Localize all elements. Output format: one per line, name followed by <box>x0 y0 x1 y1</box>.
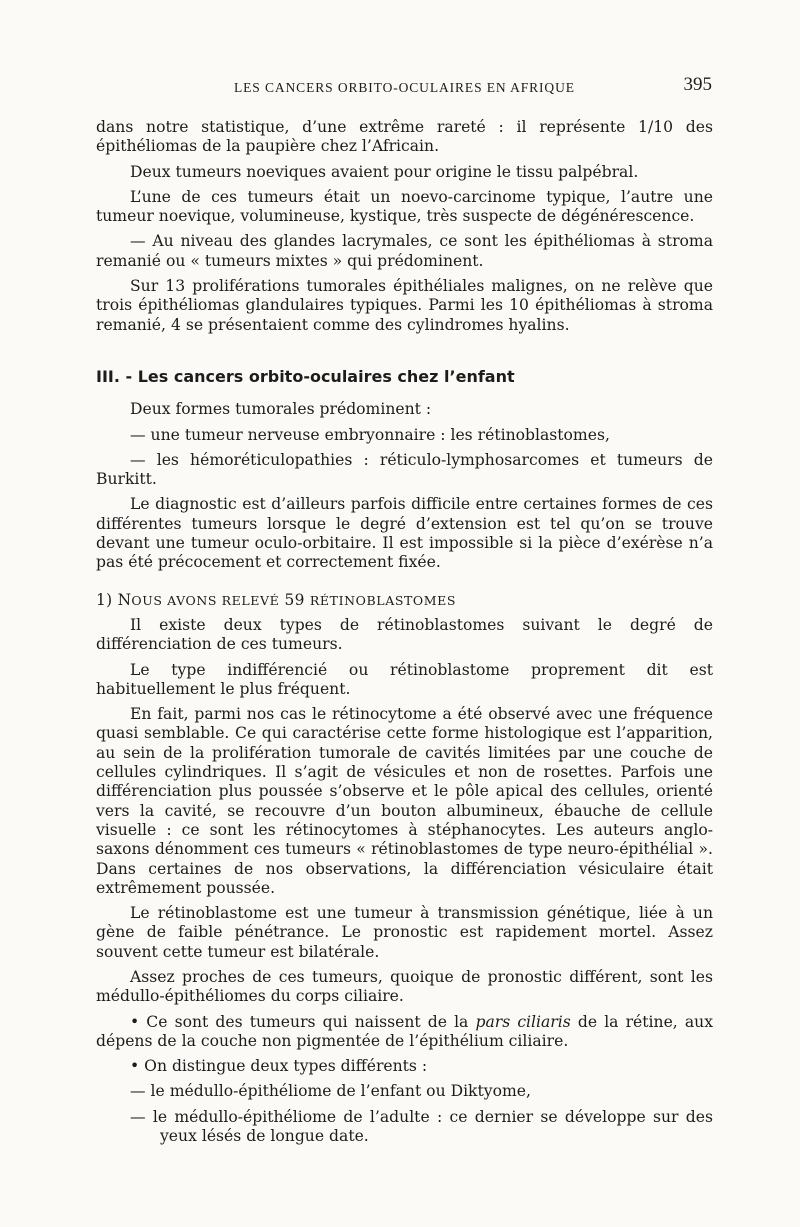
list-item: — le médullo-épithéliome de l’adulte : ce dernier se développe sur des yeux lésés de longue date. <box>130 1107 713 1146</box>
bullet-paragraph: • On distingue deux types différents : <box>130 1057 428 1076</box>
paragraph: Le rétinoblastome est une tumeur à transmission génétique, liée à un gène de faible pénétrance. Le pronostic est rapidement mortel. Assez souvent cette tumeur est bilatérale. <box>96 904 713 961</box>
subsection-smallcaps: OUS AVONS RELEVÉ <box>131 592 280 608</box>
paragraph: — Au niveau des glandes lacrymales, ce sont les épithéliomas à stroma remanié ou « tumeurs mixtes » qui prédominent. <box>96 232 713 270</box>
paragraph: Il existe deux types de rétinoblastomes suivant le degré de différenciation de ces tumeurs. <box>96 615 713 654</box>
list-item: — une tumeur nerveuse embryonnaire : les rétinoblastomes, <box>130 425 610 444</box>
paragraph: Sur 13 proliférations tumorales épithéliales malignes, on ne relève que trois épithéliomas glandulaires typiques. Parmi les 10 épithéliomas à stroma remanié, 4 se présentaient comme des cylindromes hyalins. <box>96 277 713 334</box>
subsection-heading <box>96 591 713 610</box>
paragraph: L’une de ces tumeurs était un noevo-carcinome typique, l’autre une tumeur noevique, volumineuse, kystique, très suspecte de dégénérescence. <box>96 187 713 226</box>
list-item: — les hémoréticulopathies : réticulo-lymphosarcomes et tumeurs de Burkitt. <box>96 450 713 489</box>
running-title: LES CANCERS ORBITO-OCULAIRES EN AFRIQUE <box>234 80 575 95</box>
page-header <box>96 74 712 102</box>
latin-term: pars ciliaris <box>475 1012 571 1031</box>
page-number: 395 <box>683 74 712 95</box>
paragraph: dans notre statistique, d’une extrême rareté : il représente 1/10 des épithéliomas de la paupière chez l’Africain. <box>96 118 713 156</box>
bullet-paragraph <box>96 1013 713 1052</box>
bullet-text: de la rétine, aux dépens de la couche non pigmentée de l’épithélium ciliaire. <box>96 1012 713 1050</box>
paragraph: Le type indifférencié ou rétinoblastome proprement dit est habituellement le plus fréquent. <box>96 660 713 698</box>
subsection-smallcaps-2: RÉTINOBLASTOMES <box>309 592 457 608</box>
section-heading <box>96 367 713 386</box>
subsection-number: 59 <box>279 590 310 609</box>
body-text <box>96 118 713 1152</box>
list-item: — le médullo-épithéliome de l’enfant ou Diktyome, <box>130 1082 531 1101</box>
subsection-prefix: 1) N <box>96 590 132 609</box>
paragraph: Assez proches de ces tumeurs, quoique de pronostic différent, sont les médullo-épithéliomes du corps ciliaire. <box>96 967 713 1006</box>
section-title: Les cancers orbito-oculaires chez l’enfant <box>137 366 515 386</box>
paragraph: Le diagnostic est d’ailleurs parfois difficile entre certaines formes de ces différentes tumeurs lorsque le degré d’extension est tel qu’on se trouve devant une tumeur oculo-orbitaire. Il est impossible si la pièce d’exérèse n’a pas été précocement et correctement fixée. <box>96 495 713 572</box>
section-number: III. - <box>96 366 138 386</box>
paragraph: En fait, parmi nos cas le rétinocytome a été observé avec une fréquence quasi semblable. Ce qui caractérise cette forme histologique est l’apparition, au sein de la prolifération tumorale de cavités limitées par une couche de cellules cylindriques. Il s’agit de vésicules et non de rosettes. Parfois une différenciation plus poussée s’observe et le pôle apical des cellules, orienté vers la cavité, se recouvre d’un bouton albumineux, ébauche de cellule visuelle : ce sont les rétinocytomes à stéphanocytes. Les auteurs anglo-saxons dénomment ces tumeurs « rétinoblastomes de type neuro-épithélial ». Dans certaines de nos observations, la différenciation vésiculaire était extrêmement poussée. <box>96 705 713 897</box>
paragraph: Deux tumeurs noeviques avaient pour origine le tissu palpébral. <box>130 162 639 181</box>
paragraph: Deux formes tumorales prédominent : <box>130 400 432 419</box>
bullet-text: • Ce sont des tumeurs qui naissent de la <box>130 1012 476 1031</box>
